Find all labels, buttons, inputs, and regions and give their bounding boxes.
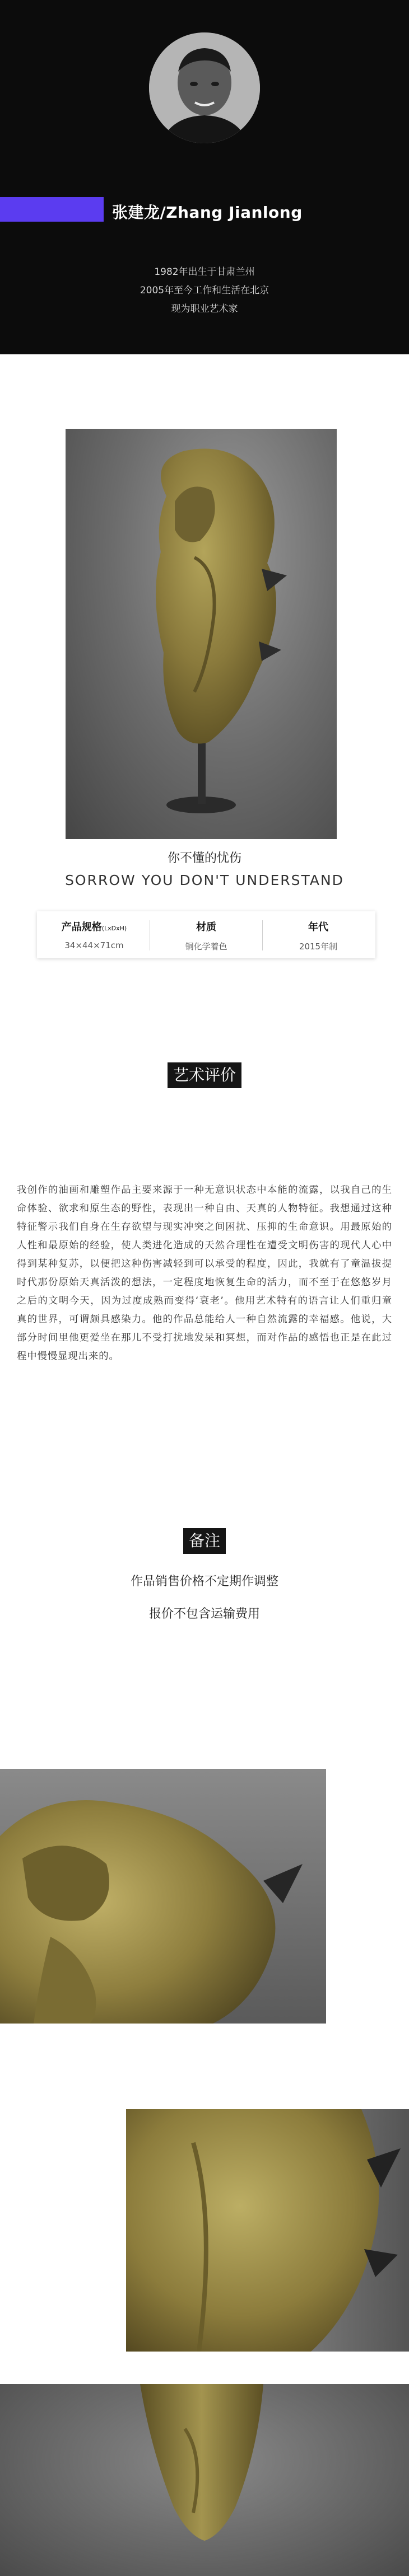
- sculpture-detail-icon: [0, 1769, 326, 2024]
- artist-name: 张建龙/Zhang Jianlong: [112, 203, 303, 222]
- notes-heading-text: 备注: [183, 1528, 226, 1554]
- accent-bar: [0, 197, 104, 222]
- spec-value: 2015年制: [299, 942, 338, 952]
- notes-heading: [0, 1528, 409, 1554]
- spec-value: 34×44×71cm: [64, 940, 124, 950]
- artist-header: [0, 0, 409, 354]
- artist-portrait-icon: [149, 32, 260, 143]
- spec-card: [37, 911, 375, 958]
- bio-line: 2005年至今工作和生活在北京: [140, 285, 269, 296]
- evaluation-text: 我创作的油画和雕塑作品主要来源于一种无意识状态中本能的流露，以我自己的生命体验、欲求和原生态的野性，表现出一种自由、天真的人物特征。我想通过这种特征警示我们自身在生存欲望与现实冲突之间困扰、压抑的生命意识。用最原始的人性和最原始的经验，使人类进化造成的天然合理性在遭受文明伤害的现代人心中得到某种复苏，以便把这种伤害减轻到可以承受的程度，因此，我就有了童温拔提时代那份原始天真活泼的想法，一定程度地恢复生命的活力，而不至于在悠悠岁月之后的文明今天，因为过度成熟而变得‘衰老’。他用艺术特有的语言让人们重归童真的世界，可谓颇具感染力。他的作品总能给人一种自然流露的幸福感。他说，大部分时间里他更爱坐在那儿不受打扰地发呆和冥想，而对作品的感悟也正是在此过程中慢慢显现出来的。: [17, 1184, 392, 1362]
- artwork-detail-image-base: [0, 2384, 409, 2576]
- artwork-detail-image-body: [126, 2109, 409, 2352]
- spec-label: 材质: [196, 921, 216, 933]
- spec-material: [150, 911, 262, 958]
- spec-label: 年代: [308, 921, 328, 933]
- spec-year: [262, 911, 374, 958]
- artist-avatar: [149, 32, 260, 143]
- artwork-detail-image-head: [0, 1769, 326, 2024]
- spec-value: 铜化学着色: [185, 942, 227, 952]
- spec-label: [38, 919, 150, 934]
- artist-name-bar: [0, 197, 409, 222]
- sculpture-body-detail-icon: [126, 2109, 409, 2352]
- bio-line: 1982年出生于甘肃兰州: [154, 266, 255, 278]
- note-line: 报价不包含运输费用: [148, 1607, 260, 1621]
- artwork-title-en: SORROW YOU DON'T UNDERSTAND: [65, 872, 344, 888]
- evaluation-heading-text: 艺术评价: [168, 1062, 241, 1088]
- note-line: 作品销售价格不定期作调整: [130, 1575, 278, 1589]
- artist-bio: [0, 263, 409, 319]
- spec-size: [38, 911, 150, 958]
- sculpture-figure-icon: [66, 429, 337, 839]
- sculpture-base-detail-icon: [0, 2384, 409, 2576]
- bio-line: 现为职业艺术家: [171, 303, 238, 315]
- evaluation-heading: [0, 1062, 409, 1088]
- spec-label-text: 产品规格: [61, 921, 102, 933]
- artwork-main-image: [66, 429, 337, 839]
- spec-label-note: (LxDxH): [101, 925, 127, 932]
- artwork-title-cn: 你不懂的忧伤: [167, 851, 241, 865]
